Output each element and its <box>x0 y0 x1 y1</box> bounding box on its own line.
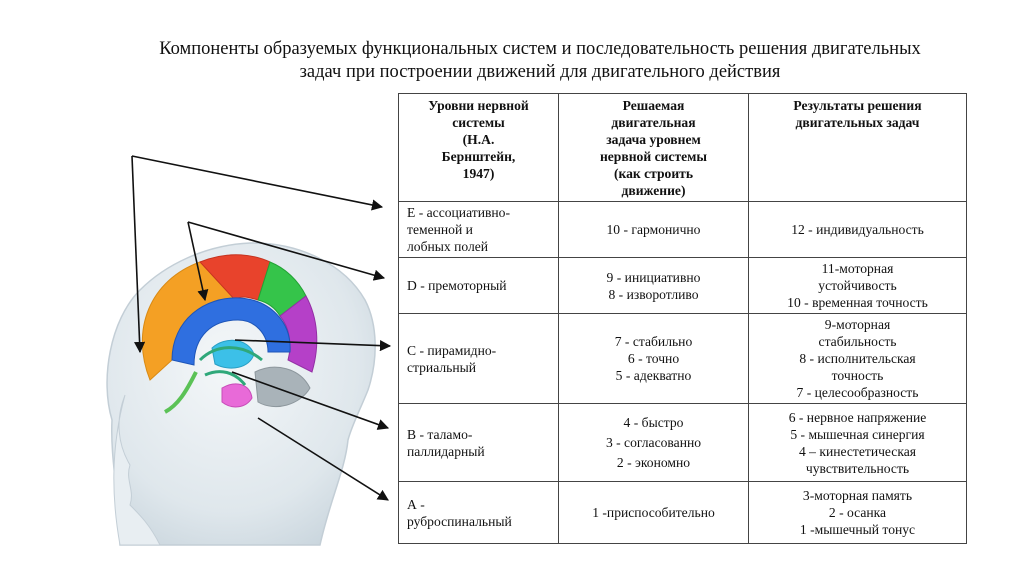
cell-level-c: С - пирамидно- стриальный <box>399 314 559 404</box>
cell-tasks-e: 10 - гармонично <box>559 202 749 258</box>
table-row-level-e <box>399 202 967 258</box>
cell-results-e: 12 - индивидуальность <box>749 202 967 258</box>
cell-results-a: 3-моторная память 2 - осанка 1 -мышечный тонус <box>749 482 967 544</box>
table-row-level-b <box>399 404 967 482</box>
cell-tasks-a: 1 -приспособительно <box>559 482 749 544</box>
cell-level-b: В - таламо- паллидарный <box>399 404 559 482</box>
cell-level-d: D - премоторный <box>399 258 559 314</box>
table-row-level-a <box>399 482 967 544</box>
cell-results-c: 9-моторная стабильность 8 - исполнительская точность 7 - целесообразность <box>749 314 967 404</box>
cell-level-e: Е - ассоциативно- теменной и лобных полей <box>399 202 559 258</box>
cell-tasks-d: 9 - инициативно 8 - изворотливо <box>559 258 749 314</box>
title-line-2: задач при построении движений для двигательного действия <box>299 62 781 82</box>
cell-tasks-c: 7 - стабильно 6 - точно 5 - адекватно <box>559 314 749 404</box>
table-row-level-d <box>399 258 967 314</box>
header-task: Решаемая двигательная задача уровнем нервной системы (как строить движение) <box>559 94 749 202</box>
cell-level-a: А - руброспинальный <box>399 482 559 544</box>
table-row-level-c <box>399 314 967 404</box>
arrow-level-e <box>132 156 382 207</box>
levels-table <box>398 93 967 544</box>
table-header-row <box>399 94 967 202</box>
cell-tasks-b: 4 - быстро 3 - согласованно 2 - экономно <box>559 404 749 482</box>
title-line-1: Компоненты образуемых функциональных систем и последовательность решения двигательных <box>159 39 921 59</box>
cell-results-d: 11-моторная устойчивость 10 - временная точность <box>749 258 967 314</box>
header-levels: Уровни нервной системы (Н.А. Бернштейн, 1947) <box>399 94 559 202</box>
header-results: Результаты решения двигательных задач <box>749 94 967 202</box>
cell-results-b: 6 - нервное напряжение 5 - мышечная синергия 4 – кинестетическая чувствительность <box>749 404 967 482</box>
